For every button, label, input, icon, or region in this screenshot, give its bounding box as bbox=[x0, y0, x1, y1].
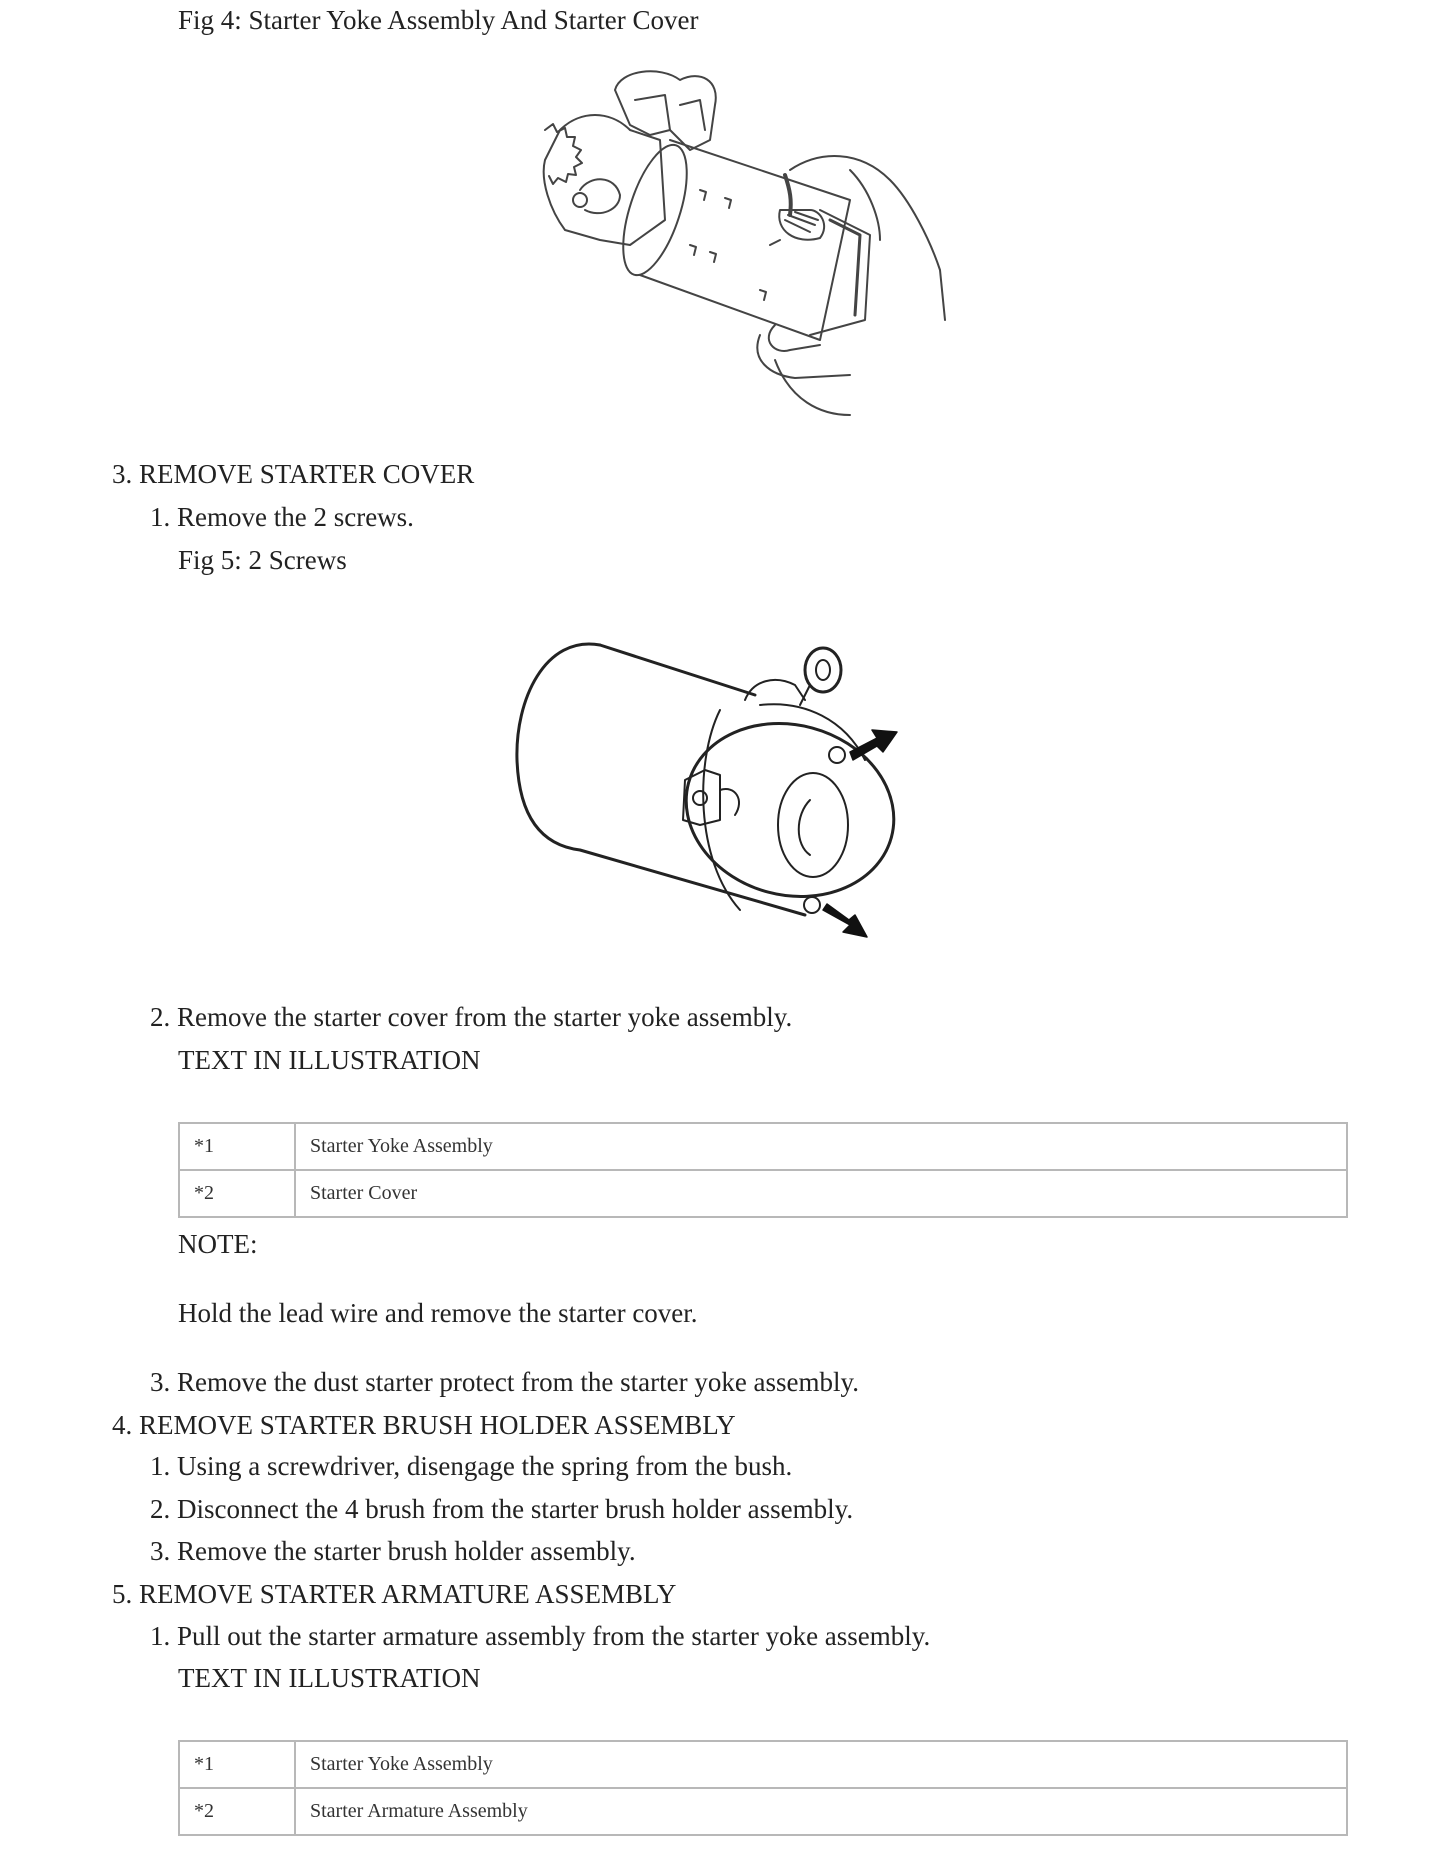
step3-legend-table bbox=[178, 1122, 1348, 1218]
legend-value: Starter Yoke Assembly bbox=[295, 1741, 1347, 1788]
step3-sub1: 1. Remove the 2 screws. bbox=[150, 502, 414, 532]
step3-text-in-illustration: TEXT IN ILLUSTRATION bbox=[178, 1045, 481, 1075]
fig4-illustration bbox=[520, 70, 1000, 420]
legend-key: *1 bbox=[179, 1741, 295, 1788]
legend-key: *1 bbox=[179, 1123, 295, 1170]
note-text: Hold the lead wire and remove the starter cover. bbox=[178, 1298, 698, 1328]
step4-sub2: 2. Disconnect the 4 brush from the starter brush holder assembly. bbox=[150, 1494, 854, 1524]
step5-text-in-illustration: TEXT IN ILLUSTRATION bbox=[178, 1663, 481, 1693]
step4-sub3: 3. Remove the starter brush holder assembly. bbox=[150, 1536, 636, 1566]
legend-key: *2 bbox=[179, 1788, 295, 1835]
step4-heading: 4. REMOVE STARTER BRUSH HOLDER ASSEMBLY bbox=[112, 1410, 736, 1440]
legend-value: Starter Cover bbox=[295, 1170, 1347, 1217]
table-row bbox=[179, 1788, 1347, 1835]
step5-legend-table bbox=[178, 1740, 1348, 1836]
legend-value: Starter Armature Assembly bbox=[295, 1788, 1347, 1835]
fig5-illustration bbox=[505, 640, 905, 950]
step5-sub1: 1. Pull out the starter armature assembly from the starter yoke assembly. bbox=[150, 1621, 931, 1651]
step5-heading: 5. REMOVE STARTER ARMATURE ASSEMBLY bbox=[112, 1579, 677, 1609]
fig4-caption: Fig 4: Starter Yoke Assembly And Starter Cover bbox=[178, 5, 699, 35]
legend-key: *2 bbox=[179, 1170, 295, 1217]
step3-sub3: 3. Remove the dust starter protect from the starter yoke assembly. bbox=[150, 1367, 860, 1397]
table-row bbox=[179, 1170, 1347, 1217]
legend-value: Starter Yoke Assembly bbox=[295, 1123, 1347, 1170]
table-row bbox=[179, 1123, 1347, 1170]
step3-heading: 3. REMOVE STARTER COVER bbox=[112, 459, 475, 489]
fig5-caption: Fig 5: 2 Screws bbox=[178, 545, 347, 575]
step4-sub1: 1. Using a screwdriver, disengage the spring from the bush. bbox=[150, 1451, 793, 1481]
step3-sub2: 2. Remove the starter cover from the starter yoke assembly. bbox=[150, 1002, 793, 1032]
table-row bbox=[179, 1741, 1347, 1788]
note-label: NOTE: bbox=[178, 1229, 258, 1259]
